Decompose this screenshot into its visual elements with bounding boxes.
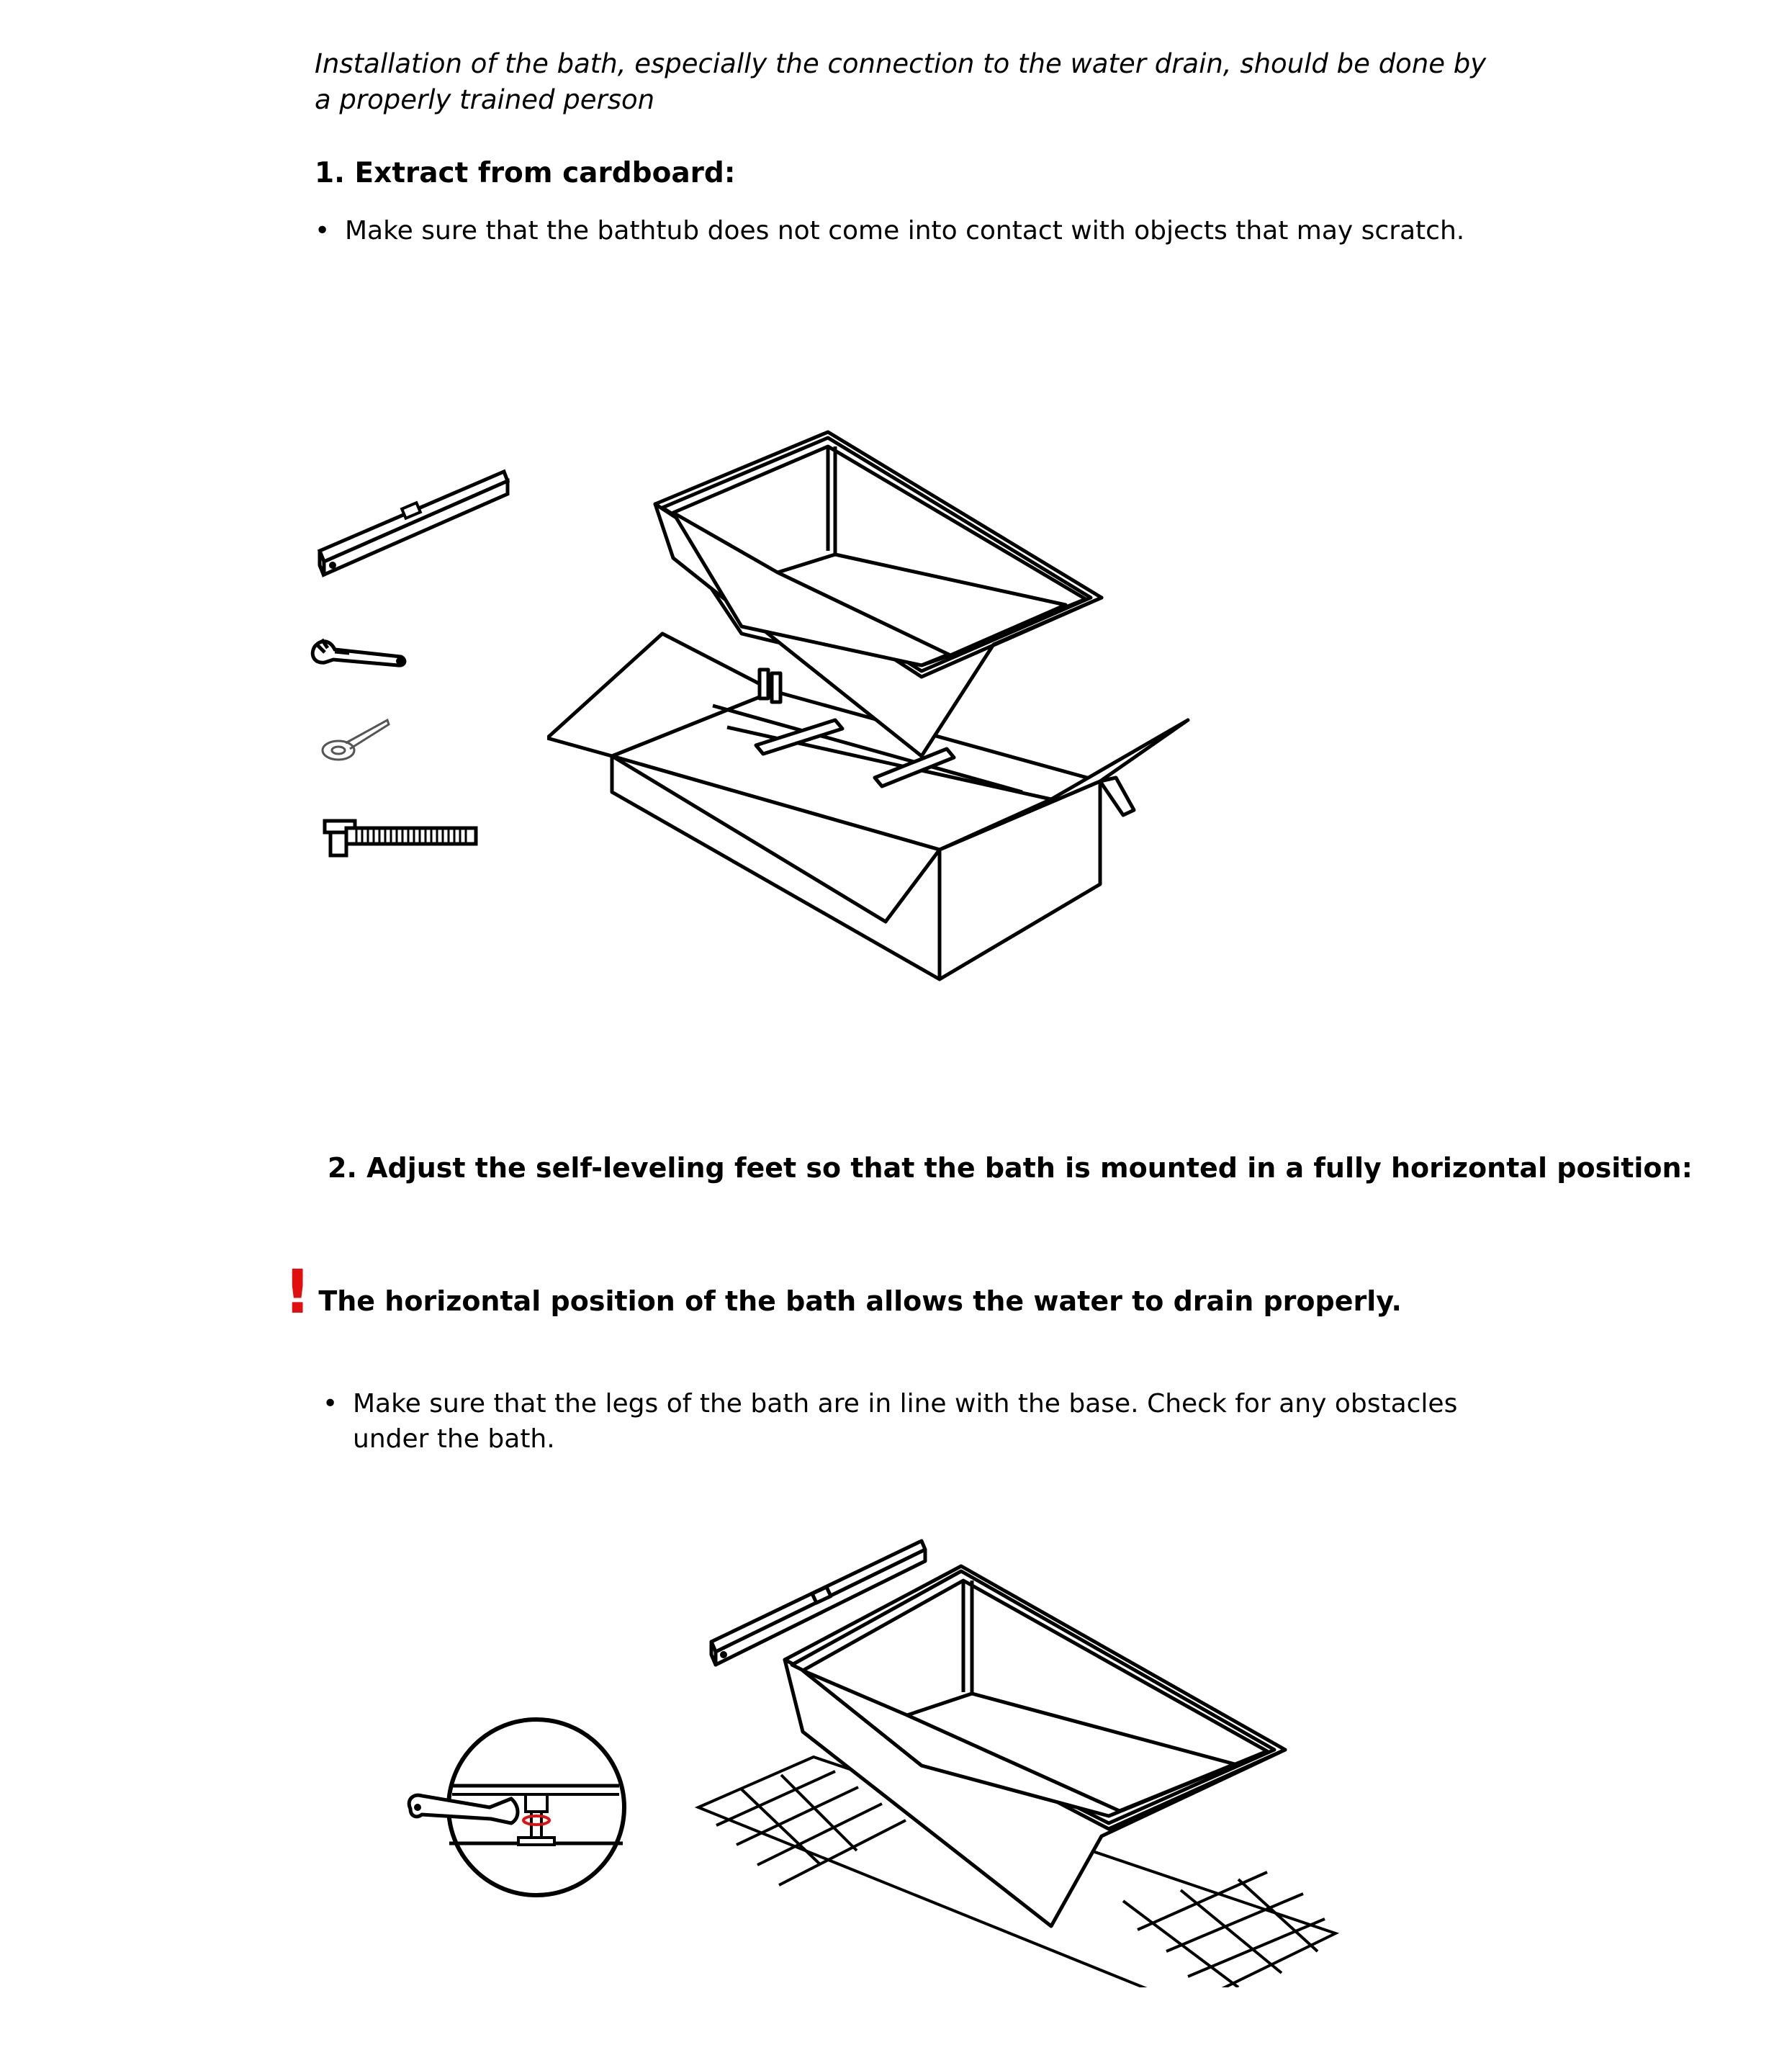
wrench-icon <box>306 634 414 684</box>
step1-heading: 1. Extract from cardboard: <box>315 157 736 189</box>
warning-note <box>284 1256 1402 1327</box>
bullet-dot: • <box>315 216 330 246</box>
floor-tiles-illustration <box>691 1527 1339 1987</box>
step2-heading: 2. Adjust the self-leveling feet so that the bath is mounted in a fully horizontal position: <box>328 1152 1693 1184</box>
spirit-level-icon <box>310 461 511 583</box>
cardboard-box-illustration <box>547 418 1195 986</box>
intro-note: Installation of the bath, especially the connection to the water drain, should be done by a properly trained person <box>315 48 1487 115</box>
warning-icon: ! <box>284 1256 312 1327</box>
step1-bullet-text: Make sure that the bathtub does not come into contact with objects that may scratch. <box>345 216 1465 246</box>
warning-text: The horizontal position of the bath allows the water to drain properly. <box>318 1285 1402 1317</box>
magnifier-detail-icon <box>403 1714 634 1901</box>
sealing-tape-icon <box>317 713 396 770</box>
bullet-dot: • <box>323 1389 338 1419</box>
step2-bullet <box>323 1386 1503 1457</box>
drain-siphon-icon <box>320 814 482 864</box>
step1-bullet <box>315 213 1539 248</box>
step2-bullet-text: Make sure that the legs of the bath are in line with the base. Check for any obstacles under the bath. <box>353 1389 1458 1454</box>
